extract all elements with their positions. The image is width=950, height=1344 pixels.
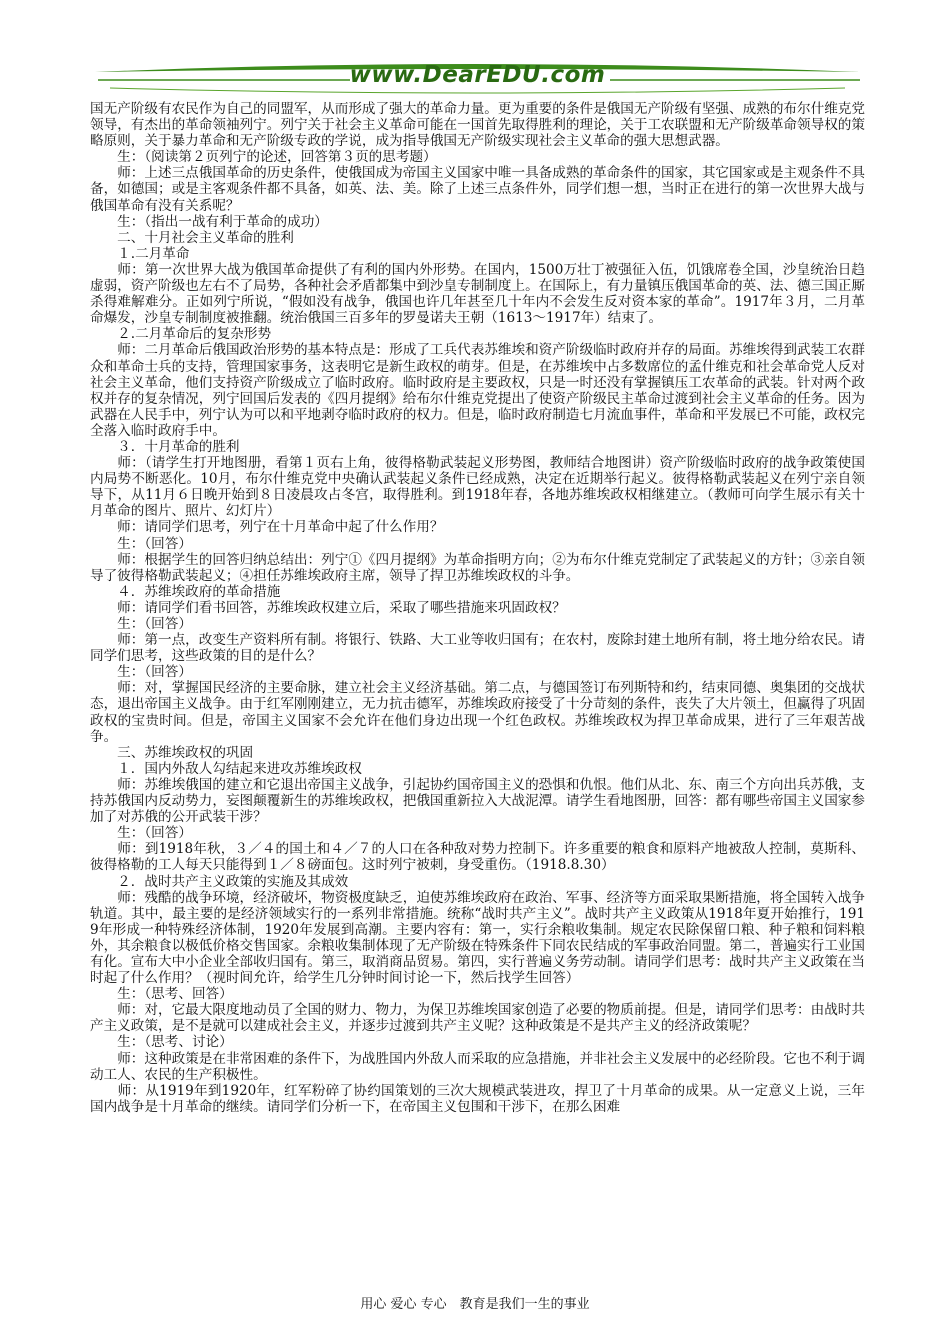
paragraph: 国无产阶级有农民作为自己的同盟军，从而形成了强大的革命力量。更为重要的条件是俄国无产阶级有坚强、成熟的布尔什维克党领导，有杰出的革命领袖列宁。列宁关于社会主义革命可能在一国首先取得胜利的理论，关于工农联盟和无产阶级革命领导权的策略原则，关于暴力革命和无产阶级专政的学说，成为指导俄国无产阶级实现社会主义革命的强大思想武器。 bbox=[90, 101, 865, 150]
paragraph: 生：（思考、回答） bbox=[90, 986, 233, 1003]
site-logo-text[interactable]: www.DearEDU.com bbox=[349, 62, 606, 88]
paragraph: 师：对，它最大限度地动员了全国的财力、物力，为保卫苏维埃国家创造了必要的物质前提。但是，请同学们思考：由战时共产主义政策，是不是就可以建成社会主义，并逐步过渡到共产主义呢？这种政策是不是共产主义的经济政策呢？ bbox=[90, 1002, 865, 1035]
paragraph: 生：（阅读第２页列宁的论述，回答第３页的思考题） bbox=[90, 149, 437, 166]
paragraph: 师：第一次世界大战为俄国革命提供了有利的国内外形势。在国内，1500万壮丁被强征入伍，饥饿席卷全国，沙皇统治日趋虚弱，资产阶级也左右不了局势，各种社会矛盾都集中到沙皇专制制度上。在国际上，有力量镇压俄国革命的英、法、德三国正厮杀得难解难分。正如列宁所说，“假如没有战争，俄国也许几年甚至几十年内不会发生反对资本家的革命”。1917年３月，二月革命爆发，沙皇专制制度被推翻。统治俄国三百多年的罗曼诺夫王朝（1613～1917年）结束了。 bbox=[90, 261, 865, 327]
subsection-heading: １.二月革命 bbox=[90, 245, 190, 262]
subsection-heading: ２.二月革命后的复杂形势 bbox=[90, 326, 272, 343]
paragraph: 师：这种政策是在非常困难的条件下，为战胜国内外敌人而采取的应急措施，并非社会主义发展中的必经阶段。它也不利于调动工人、农民的生产积极性。 bbox=[90, 1050, 865, 1083]
paragraph: 生：（思考、讨论） bbox=[90, 1034, 233, 1051]
page-footer-slogan: 用心 爱心 专心 教育是我们一生的事业 bbox=[360, 1297, 590, 1312]
paragraph: 师：第一点，改变生产资料所有制。将银行、铁路、大工业等收归国有；在农村，废除封建土地所有制，将土地分给农民。请同学们思考，这些政策的目的是什么？ bbox=[90, 632, 865, 665]
paragraph: 师：请同学们思考，列宁在十月革命中起了什么作用？ bbox=[90, 519, 444, 536]
paragraph: 师：从1919年到1920年，红军粉碎了协约国策划的三次大规模武装进攻，捍卫了十月革命的成果。从一定意义上说，三年国内战争是十月革命的继续。请同学们分析一下，在帝国主义包围和干涉下，在那么困难 bbox=[90, 1082, 865, 1115]
paragraph: 师：（请学生打开地图册，看第１页右上角，彼得格勒武装起义形势图，教师结合地图讲）资产阶级临时政府的战争政策使国内局势不断恶化。10月，布尔什维克党中央确认武装起义条件已经成熟，决定在近期举行起义。彼得格勒武装起义在列宁亲自领导下，从11月６日晚开始到８日凌晨攻占冬宫，取得胜利。到1918年春，各地苏维埃政权相继建立。（教师可向学生展示有关十月革命的图片、照片、幻灯片） bbox=[90, 455, 865, 520]
document-body bbox=[90, 101, 865, 1115]
subsection-heading: ３．十月革命的胜利 bbox=[90, 438, 240, 455]
paragraph: 师：残酷的战争环境，经济破坏，物资极度缺乏，迫使苏维埃政府在政治、军事、经济等方面采取果断措施，将全国转入战争轨道。其中，最主要的是经济领域实行的一系列非常措施。统称“战时共产主义”。战时共产主义政策从1918年夏开始推行，1919年形成一种特殊经济体制，1920年发展到高潮。主要内容有：第一，实行余粮收集制。规定农民除保留口粮、种子粮和饲料粮外，其余粮食以极低价格交售国家。余粮收集制体现了无产阶级在特殊条件下同农民结成的军事政治同盟。第二，普遍实行工业国有化。宣布大中小企业全部收归国有。第三，取消商品贸易。第四，实行普遍义务劳动制。请同学们思考：战时共产主义政策在当时起了什么作用？（视时间允许，给学生几分钟时间讨论一下，然后找学生回答） bbox=[90, 889, 865, 987]
paragraph: 师：上述三点俄国革命的历史条件，使俄国成为帝国主义国家中唯一具备成熟的革命条件的国家，其它国家或是主观条件不具备，如德国；或是主客观条件都不具备，如英、法、美。除了上述三点条件外，同学们想一想，当时正在进行的第一次世界大战与俄国革命有没有关系呢？ bbox=[90, 165, 865, 214]
paragraph: 师：请同学们看书回答，苏维埃政权建立后，采取了哪些措施来巩固政权？ bbox=[90, 599, 566, 616]
paragraph: 师：对，掌握国民经济的主要命脉，建立社会主义经济基础。第二点，与德国签订布列斯特和约，结束同德、奥集团的交战状态，退出帝国主义战争。由于红军刚刚建立，无力抗击德军，苏维埃政府接受了十分苛刻的条件，丧失了大片领土，但赢得了巩固政权的宝贵时间。但是，帝国主义国家不会允许在他们身边出现一个红色政权。苏维埃政权为捍卫革命成果，进行了三年艰苦战争。 bbox=[90, 680, 865, 745]
paragraph: 生：（回答） bbox=[90, 664, 192, 681]
subsection-heading: １．国内外敌人勾结起来进攻苏维埃政权 bbox=[90, 760, 362, 777]
paragraph: 生：（回答） bbox=[90, 616, 192, 632]
paragraph: 生：（指出一战有利于革命的成功） bbox=[90, 213, 328, 230]
paragraph: 师：根据学生的回答归纳总结出：列宁①《四月提纲》为革命指明方向；②为布尔什维克党制定了武装起义的方针；③亲自领导了彼得格勒武装起义；④担任苏维埃政府主席，领导了捍卫苏维埃政权的斗争。 bbox=[90, 551, 865, 584]
section-heading: 二、十月社会主义革命的胜利 bbox=[90, 229, 294, 246]
paragraph: 师：二月革命后俄国政治形势的基本特点是：形成了工兵代表苏维埃和资产阶级临时政府并存的局面。苏维埃得到武装工农群众和革命士兵的支持，管理国家事务，这表明它是新生政权的萌芽。但是，在苏维埃中占多数席位的孟什维克和社会革命党人反对社会主义革命，他们支持资产阶级成立了临时政府。临时政府是主要政权，只是一时还没有掌握镇压工农革命的武装。针对两个政权并存的复杂情况，列宁回国后发表的《四月提纲》给布尔什维克党提出了使资产阶级民主革命过渡到社会主义革命的任务。因为武器在人民手中，列宁认为可以和平地剥夺临时政府的权力。但是，临时政府制造七月流血事件，革命和平发展已不可能，政权完全落入临时政府手中。 bbox=[90, 342, 865, 439]
site-header-banner bbox=[90, 58, 865, 98]
subsection-heading: ２．战时共产主义政策的实施及其成效 bbox=[90, 873, 349, 890]
section-heading: 三、苏维埃政权的巩固 bbox=[90, 744, 254, 761]
paragraph: 师：到1918年秋，３／４的国土和４／７的人口在各种敌对势力控制下。许多重要的粮食和原料产地被敌人控制，莫斯科、彼得格勒的工人每天只能得到１／８磅面包。这时列宁被刺，身受重伤。（1918.8.30） bbox=[90, 841, 865, 874]
paragraph: 生：（回答） bbox=[90, 825, 192, 842]
paragraph: 师：苏维埃俄国的建立和它退出帝国主义战争，引起协约国帝国主义的恐惧和仇恨。他们从北、东、南三个方向出兵苏俄，支持苏俄国内反动势力，妄图颠覆新生的苏维埃政权，把俄国重新拉入大战泥潭。请学生看地图册，回答：都有哪些帝国主义国家参加了对苏俄的公开武装干涉？ bbox=[90, 776, 865, 826]
subsection-heading: ４．苏维埃政府的革命措施 bbox=[90, 583, 281, 600]
paragraph: 生：（回答） bbox=[90, 535, 192, 552]
